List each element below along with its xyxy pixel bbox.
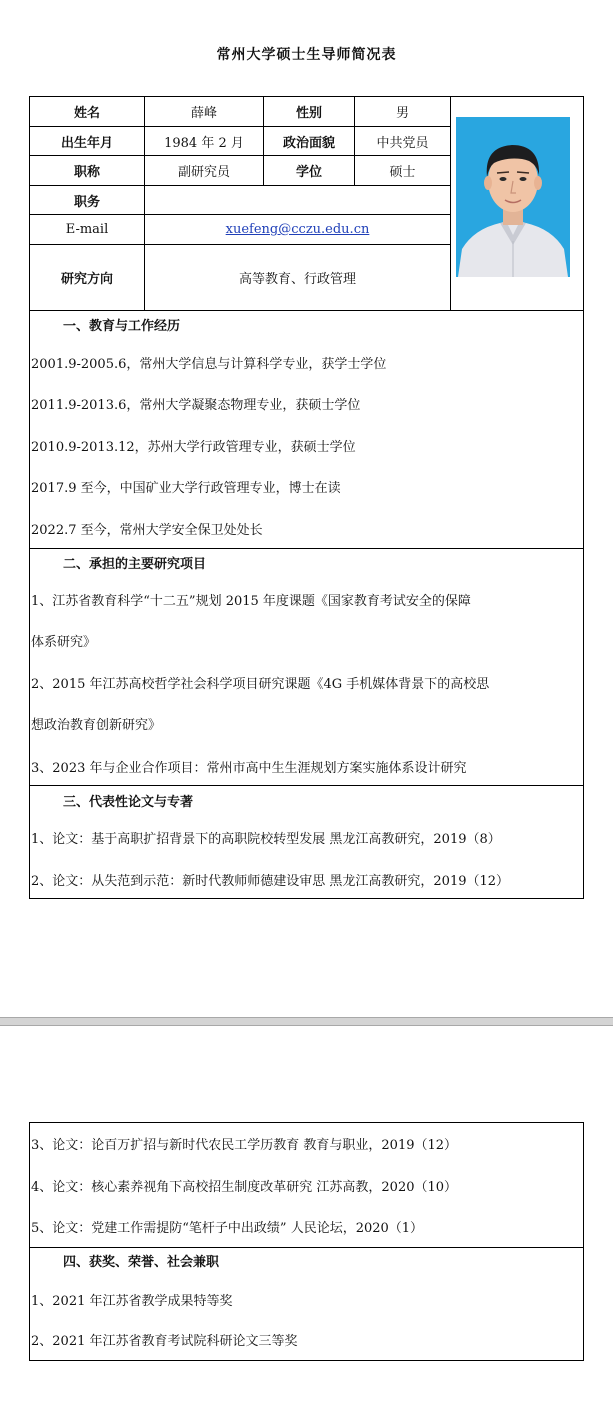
email-label: E-mail [65,222,109,237]
paper-item: 1、论文：基于高职扩招背景下的高职院校转型发展 黑龙江高教研究，2019（8） [31,832,501,847]
rank-label: 职称 [73,165,100,180]
project-item: 想政治教育创新研究》 [31,718,162,733]
project-item: 1、江苏省教育科学“十二五”规划 2015 年度课题《国家教育考试安全的保障 [31,594,471,609]
rank-value: 副研究员 [177,165,230,180]
section-awards-heading: 四、获奖、荣誉、社会兼职 [63,1255,220,1270]
project-item: 2、2015 年江苏高校哲学社会科学项目研究课题《4G 手机媒体背景下的高校思 [31,677,490,692]
email-link[interactable]: xuefeng@cczu.edu.cn [225,222,370,237]
education-item: 2017.9 至今，中国矿业大学行政管理专业，博士在读 [31,481,341,496]
award-item: 2、2021 年江苏省教育考试院科研论文三等奖 [31,1334,298,1349]
birth-label: 出生年月 [60,135,113,151]
research-label: 研究方向 [60,272,113,287]
education-item: 2001.9-2005.6，常州大学信息与计算科学专业，获学士学位 [31,357,387,372]
award-item: 1、2021 年江苏省教学成果特等奖 [31,1294,233,1309]
project-item: 3、2023 年与企业合作项目：常州市高中生生涯规划方案实施体系设计研究 [31,761,467,776]
email-cell [145,215,450,244]
birth-value: 1984 年 2 月 [164,135,244,151]
continuation-table [29,1122,584,1361]
degree-value: 硕士 [389,165,416,180]
page-title: 常州大学硕士生导师简况表 [216,47,397,63]
education-item: 2010.9-2013.12，苏州大学行政管理专业，获硕士学位 [31,440,356,455]
portrait-photo [456,117,570,277]
paper-item: 2、论文：从失范到示范：新时代教师师德建设审思 黑龙江高教研究，2019（12） [31,874,510,889]
name-value: 薛峰 [190,106,217,121]
politics-value: 中共党员 [376,135,429,151]
page-break [0,1017,613,1026]
paper-item: 5、论文：党建工作需提防“笔杆子中出政绩” 人民论坛，2020（1） [31,1221,424,1236]
section-projects-heading: 二、承担的主要研究项目 [63,557,207,572]
section-education-heading: 一、教育与工作经历 [63,319,181,334]
post-label: 职务 [73,194,100,210]
name-label: 姓名 [73,106,100,121]
project-item: 体系研究》 [31,635,97,650]
education-item: 2022.7 至今，常州大学安全保卫处处长 [31,523,263,538]
post-value [145,186,450,214]
politics-label: 政治面貌 [282,135,335,151]
research-value: 高等教育、行政管理 [238,272,356,287]
degree-label: 学位 [295,165,322,180]
gender-value: 男 [395,106,409,121]
gender-label: 性别 [295,106,322,121]
paper-item: 3、论文：论百万扩招与新时代农民工学历教育 教育与职业，2019（12） [31,1138,458,1153]
education-item: 2011.9-2013.6，常州大学凝聚态物理专业，获硕士学位 [31,398,361,413]
paper-item: 4、论文：核心素养视角下高校招生制度改革研究 江苏高教，2020（10） [31,1180,458,1195]
section-papers-heading: 三、代表性论文与专著 [63,795,194,810]
